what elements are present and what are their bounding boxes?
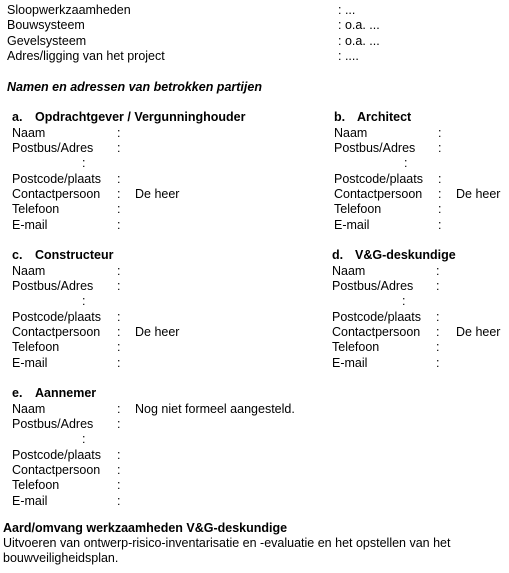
party-d-email-label: E-mail bbox=[332, 356, 368, 370]
scope-text: Uitvoeren van ontwerp-risico-inventarisatie en -evaluatie en het opstellen van het bouwveiligheidsplan. bbox=[3, 536, 451, 565]
party-a-naam-label: Naam bbox=[12, 126, 46, 140]
party-e-telefoon-label: Telefoon bbox=[12, 478, 60, 492]
party-a-telefoon-label: Telefoon bbox=[12, 202, 60, 216]
party-b-postbus-label: Postbus/Adres bbox=[334, 141, 416, 155]
party-d-telefoon-colon: : bbox=[436, 340, 440, 354]
party-b-naam-colon: : bbox=[438, 126, 442, 140]
project-value-adres: : .... bbox=[338, 49, 359, 63]
party-e-title: Aannemer bbox=[35, 386, 97, 400]
party-b-extra-colon: : bbox=[404, 156, 408, 170]
party-d-email-colon: : bbox=[436, 356, 440, 370]
party-b-letter: b. bbox=[334, 110, 346, 124]
party-b-contact-colon: : bbox=[438, 187, 442, 201]
party-b-title: Architect bbox=[357, 110, 412, 124]
party-e-postcode-label: Postcode/plaats bbox=[12, 448, 101, 462]
party-a-postbus-colon: : bbox=[117, 141, 121, 155]
party-b-postcode-label: Postcode/plaats bbox=[334, 172, 423, 186]
party-e-postbus-colon: : bbox=[117, 417, 121, 431]
party-c-letter: c. bbox=[12, 248, 23, 262]
party-d-contact-colon: : bbox=[436, 325, 440, 339]
party-d-telefoon-label: Telefoon bbox=[332, 340, 380, 354]
party-c-postbus-label: Postbus/Adres bbox=[12, 279, 94, 293]
project-label-adres: Adres/ligging van het project bbox=[7, 49, 165, 63]
party-a-contact-colon: : bbox=[117, 187, 121, 201]
party-d-postcode-label: Postcode/plaats bbox=[332, 310, 421, 324]
party-a-title: Opdrachtgever / Vergunninghouder bbox=[35, 110, 246, 124]
party-a-extra-colon: : bbox=[82, 156, 86, 170]
project-value-bouwsysteem: : o.a. ... bbox=[338, 18, 380, 32]
party-d-letter: d. bbox=[332, 248, 344, 262]
party-a-postcode-colon: : bbox=[117, 172, 121, 186]
party-c-postbus-colon: : bbox=[117, 279, 121, 293]
party-c-telefoon-colon: : bbox=[117, 340, 121, 354]
party-d-postcode-colon: : bbox=[436, 310, 440, 324]
party-e-postcode-colon: : bbox=[117, 448, 121, 462]
party-c-postcode-label: Postcode/plaats bbox=[12, 310, 101, 324]
party-e-letter: e. bbox=[12, 386, 23, 400]
project-label-bouwsysteem: Bouwsysteem bbox=[7, 18, 85, 32]
party-d-naam-colon: : bbox=[436, 264, 440, 278]
party-b-postbus-colon: : bbox=[438, 141, 442, 155]
party-a-postbus-label: Postbus/Adres bbox=[12, 141, 94, 155]
party-d-extra-colon: : bbox=[402, 294, 406, 308]
party-c-email-colon: : bbox=[117, 356, 121, 370]
party-a-letter: a. bbox=[12, 110, 23, 124]
party-e-postbus-label: Postbus/Adres bbox=[12, 417, 94, 431]
party-c-postcode-colon: : bbox=[117, 310, 121, 324]
party-b-postcode-colon: : bbox=[438, 172, 442, 186]
project-value-sloopwerkzaamheden: : ... bbox=[338, 3, 356, 17]
party-c-contact-label: Contactpersoon bbox=[12, 325, 101, 339]
party-c-naam-colon: : bbox=[117, 264, 121, 278]
party-c-telefoon-label: Telefoon bbox=[12, 340, 60, 354]
party-e-telefoon-colon: : bbox=[117, 478, 121, 492]
party-e-email-label: E-mail bbox=[12, 494, 48, 508]
party-a-telefoon-colon: : bbox=[117, 202, 121, 216]
party-b-telefoon-label: Telefoon bbox=[334, 202, 382, 216]
project-label-gevelsysteem: Gevelsysteem bbox=[7, 34, 87, 48]
party-b-contact-value: De heer bbox=[456, 187, 501, 201]
party-d-title: V&G-deskundige bbox=[355, 248, 456, 262]
party-d-contact-value: De heer bbox=[456, 325, 501, 339]
party-c-title: Constructeur bbox=[35, 248, 114, 262]
party-b-telefoon-colon: : bbox=[438, 202, 442, 216]
party-e-email-colon: : bbox=[117, 494, 121, 508]
party-d-postbus-label: Postbus/Adres bbox=[332, 279, 414, 293]
scope-heading: Aard/omvang werkzaamheden V&G-deskundige bbox=[3, 521, 288, 535]
party-d-postbus-colon: : bbox=[436, 279, 440, 293]
party-a-naam-colon: : bbox=[117, 126, 121, 140]
party-b-email-colon: : bbox=[438, 218, 442, 232]
party-d-naam-label: Naam bbox=[332, 264, 366, 278]
party-b-email-label: E-mail bbox=[334, 218, 370, 232]
party-e-naam-value: Nog niet formeel aangesteld. bbox=[135, 402, 295, 416]
party-c-naam-label: Naam bbox=[12, 264, 46, 278]
party-e-extra-colon: : bbox=[82, 432, 86, 446]
project-label-sloopwerkzaamheden: Sloopwerkzaamheden bbox=[7, 3, 131, 17]
party-e-naam-colon: : bbox=[117, 402, 121, 416]
party-a-email-label: E-mail bbox=[12, 218, 48, 232]
party-a-postcode-label: Postcode/plaats bbox=[12, 172, 101, 186]
party-c-contact-colon: : bbox=[117, 325, 121, 339]
party-b-naam-label: Naam bbox=[334, 126, 368, 140]
party-e-naam-label: Naam bbox=[12, 402, 46, 416]
party-c-email-label: E-mail bbox=[12, 356, 48, 370]
project-value-gevelsysteem: : o.a. ... bbox=[338, 34, 380, 48]
party-d-contact-label: Contactpersoon bbox=[332, 325, 421, 339]
party-a-contact-label: Contactpersoon bbox=[12, 187, 101, 201]
party-c-contact-value: De heer bbox=[135, 325, 180, 339]
party-e-contact-label: Contactpersoon bbox=[12, 463, 101, 477]
party-a-email-colon: : bbox=[117, 218, 121, 232]
party-c-extra-colon: : bbox=[82, 294, 86, 308]
party-b-contact-label: Contactpersoon bbox=[334, 187, 423, 201]
parties-heading: Namen en adressen van betrokken partijen bbox=[7, 80, 262, 94]
party-a-contact-value: De heer bbox=[135, 187, 180, 201]
party-e-contact-colon: : bbox=[117, 463, 121, 477]
